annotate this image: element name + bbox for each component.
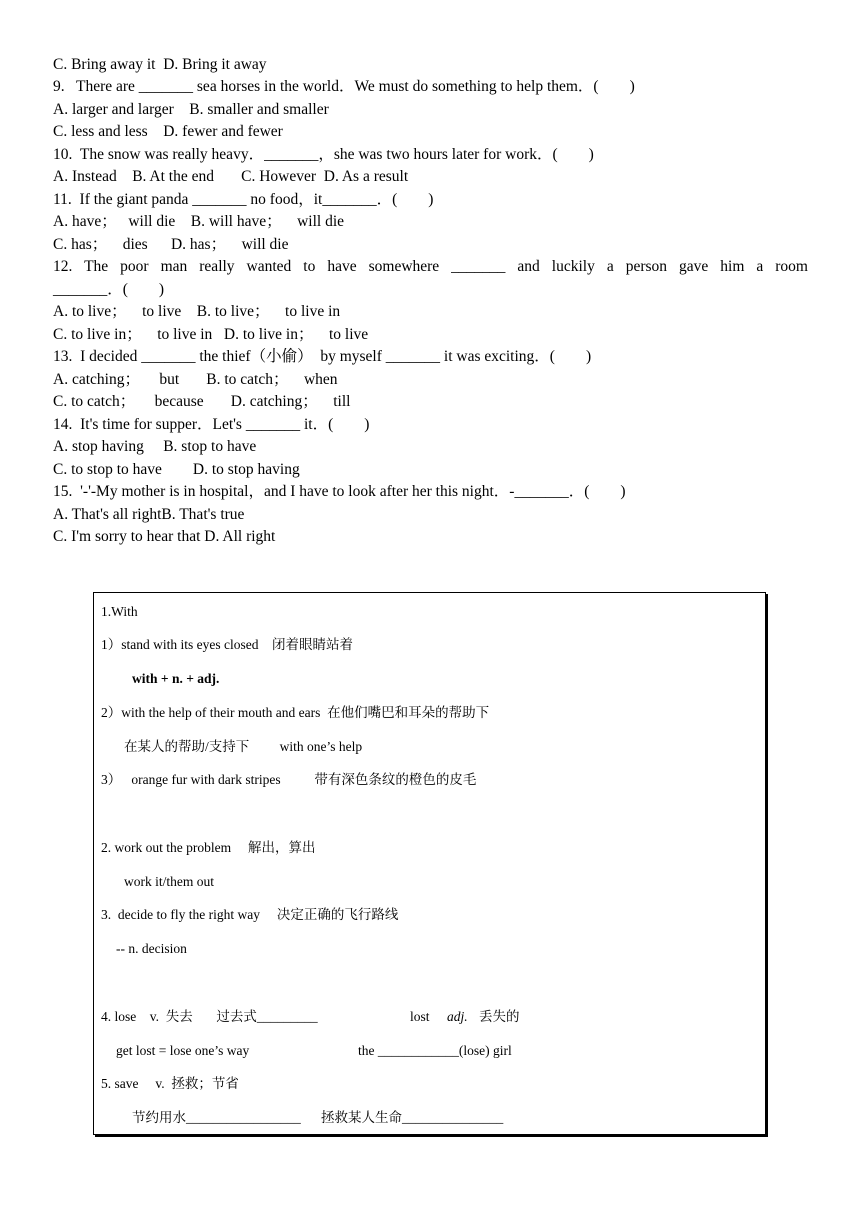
note-lost-pos: adj. <box>447 1009 468 1024</box>
note-with-3: 3） orange fur with dark stripes 带有深色条纹的橙色的皮毛 <box>101 772 477 787</box>
note-get-lost: get lost = lose one’s way <box>116 1043 250 1058</box>
q13-stem: 13. I decided _______ the thief（小偷） by myself _______ it was exciting．( ) <box>53 348 592 365</box>
q12-stem-line2: _______．( ) <box>53 281 165 298</box>
note-save: 5. save v. 拯救；节省 <box>101 1076 239 1091</box>
q14-stem: 14. It's time for supper．Let's _______ it．( ) <box>53 416 370 433</box>
note-with-title: 1.With <box>101 604 138 619</box>
note-work-out: 2. work out the problem 解出，算出 <box>101 840 316 855</box>
q11-options-ab: A. have； will die B. will have； will die <box>53 213 345 230</box>
note-with-1: 1）stand with its eyes closed 闭着眼睛站着 <box>101 637 353 652</box>
q11-stem: 11. If the giant panda _______ no food，it_______．( ) <box>53 191 434 208</box>
q9-options-cd: C. less and less D. fewer and fewer <box>53 123 283 140</box>
q8-options-cd: C. Bring away it D. Bring it away <box>53 56 267 73</box>
note-save-sub: 节约用水_________________ 拯救某人生命_______________ <box>132 1110 504 1125</box>
notes-box <box>93 592 766 1135</box>
q10-options: A. Instead B. At the end C. However D. As a result <box>53 168 409 185</box>
note-lost-meaning: 丢失的 <box>479 1009 520 1024</box>
note-with-2: 2）with the help of their mouth and ears 在他们嘴巴和耳朵的帮助下 <box>101 705 490 720</box>
q9-options-ab: A. larger and larger B. smaller and smaller <box>53 101 329 118</box>
q12-stem-line1: 12. The poor man really wanted to have somewhere _______ and luckily a person gave him a room <box>53 258 808 275</box>
q12-options-cd: C. to live in； to live in D. to live in； to live <box>53 326 369 343</box>
q10-stem: 10. The snow was really heavy．_______，she was two hours later for work．( ) <box>53 146 594 163</box>
note-lose: 4. lose v. 失去 过去式_________ <box>101 1009 318 1024</box>
q13-options-cd: C. to catch； because D. catching； till <box>53 393 351 410</box>
q14-options-ab: A. stop having B. stop to have <box>53 438 257 455</box>
q11-options-cd: C. has； dies D. has； will die <box>53 236 289 253</box>
note-decide-sub: -- n. decision <box>116 941 187 956</box>
note-with-pattern: with + n. + adj. <box>132 671 220 686</box>
note-work-out-sub: work it/them out <box>124 874 214 889</box>
note-lost-girl: the ____________(lose) girl <box>358 1043 512 1058</box>
q14-options-cd: C. to stop to have D. to stop having <box>53 461 300 478</box>
q15-options-cd: C. I'm sorry to hear that D. All right <box>53 528 276 545</box>
q15-options-ab: A. That's all rightB. That's true <box>53 506 245 523</box>
q15-stem: 15. '-'-My mother is in hospital，and I have to look after her this night．-_______．( ) <box>53 483 626 500</box>
q9-stem: 9. There are _______ sea horses in the world．We must do something to help them．( ) <box>53 78 635 95</box>
q12-options-ab: A. to live； to live B. to live； to live in <box>53 303 341 320</box>
note-with-2-sub: 在某人的帮助/支持下 with one’s help <box>124 739 363 754</box>
q13-options-ab: A. catching； but B. to catch； when <box>53 371 338 388</box>
note-lost-word: lost <box>410 1009 430 1024</box>
note-decide: 3. decide to fly the right way 决定正确的飞行路线 <box>101 907 399 922</box>
